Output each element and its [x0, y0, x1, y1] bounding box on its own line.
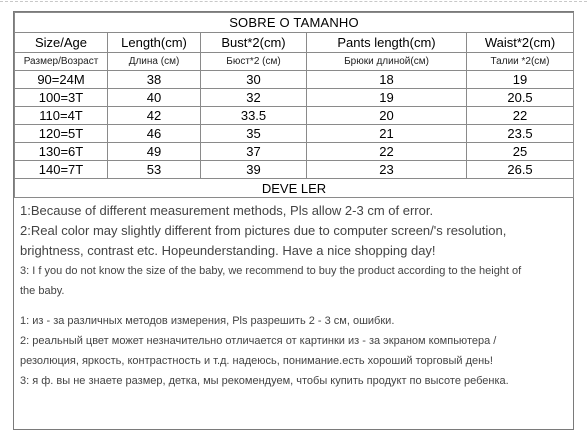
- table-cell: 30: [201, 71, 307, 89]
- note-line: the baby.: [20, 285, 65, 297]
- table-cell: 23.5: [467, 125, 574, 143]
- table-cell: 130=6T: [15, 143, 108, 161]
- note-spacer: [20, 301, 567, 311]
- size-chart: [13, 11, 574, 430]
- table-cell: 25: [467, 143, 574, 161]
- header-row-ru: [15, 53, 574, 71]
- table-cell: 35: [201, 125, 307, 143]
- column-header-ru: Талии *2(см): [467, 53, 574, 71]
- note-line-ru: 3: я ф. вы не знаете размер, детка, мы рекомендуем, чтобы купить продукт по высоте ребенка.: [20, 375, 509, 387]
- column-header: Bust*2(cm): [201, 33, 307, 53]
- table-cell: 90=24M: [15, 71, 108, 89]
- table-cell: 140=7T: [15, 161, 108, 179]
- top-dashed-line: [0, 1, 587, 2]
- table-cell: 110=4T: [15, 107, 108, 125]
- table-cell: 100=3T: [15, 89, 108, 107]
- note-line: brightness, contrast etc. Hopeunderstanding. Have a nice shopping day!: [20, 243, 436, 258]
- notes-block: [14, 198, 573, 391]
- table-cell: 19: [467, 71, 574, 89]
- note-line-ru: 1: из - за различных методов измерения, Pls разрешить 2 - 3 см, ошибки.: [20, 315, 395, 327]
- note-line-ru: 2: реальный цвет может незначительно отличается от картинки из - за экраном компьютера /: [20, 335, 497, 347]
- table-cell: 26.5: [467, 161, 574, 179]
- table-row: [15, 71, 574, 89]
- table-cell: 20: [307, 107, 467, 125]
- table-row: [15, 161, 574, 179]
- table-cell: 21: [307, 125, 467, 143]
- table-cell: 46: [108, 125, 201, 143]
- table-cell: 33.5: [201, 107, 307, 125]
- column-header-ru: Брюки длиной(см): [307, 53, 467, 71]
- column-header-ru: Длина (см): [108, 53, 201, 71]
- column-header: Size/Age: [15, 33, 108, 53]
- table-cell: 40: [108, 89, 201, 107]
- table-cell: 23: [307, 161, 467, 179]
- table-row: [15, 143, 574, 161]
- note-line-ru: резолюция, яркость, контрастность и т.д. надеюсь, понимание.есть хороший торговый день!: [20, 355, 493, 367]
- table-cell: 32: [201, 89, 307, 107]
- note-line: 1:Because of different measurement methods, Pls allow 2-3 cm of error.: [20, 203, 434, 218]
- column-header-ru: Размер/Возраст: [15, 53, 108, 71]
- note-line: 3: I f you do not know the size of the baby, we recommend to buy the product according to the height of: [20, 265, 522, 277]
- header-row-en: [15, 33, 574, 53]
- section-title: DEVE LER: [15, 179, 574, 198]
- size-table: [14, 12, 574, 198]
- column-header: Length(cm): [108, 33, 201, 53]
- table-cell: 22: [307, 143, 467, 161]
- table-cell: 120=5T: [15, 125, 108, 143]
- table-cell: 49: [108, 143, 201, 161]
- table-row: [15, 107, 574, 125]
- table-title: SOBRE O TAMANHO: [15, 13, 574, 33]
- column-header: Waist*2(cm): [467, 33, 574, 53]
- table-cell: 42: [108, 107, 201, 125]
- column-header: Pants length(cm): [307, 33, 467, 53]
- table-cell: 18: [307, 71, 467, 89]
- table-cell: 38: [108, 71, 201, 89]
- note-line: 2:Real color may slightly different from pictures due to computer screen/'s resolution,: [20, 223, 507, 238]
- table-cell: 20.5: [467, 89, 574, 107]
- table-row: [15, 125, 574, 143]
- table-cell: 39: [201, 161, 307, 179]
- table-cell: 22: [467, 107, 574, 125]
- table-cell: 37: [201, 143, 307, 161]
- table-row: [15, 89, 574, 107]
- table-cell: 53: [108, 161, 201, 179]
- column-header-ru: Бюст*2 (см): [201, 53, 307, 71]
- table-cell: 19: [307, 89, 467, 107]
